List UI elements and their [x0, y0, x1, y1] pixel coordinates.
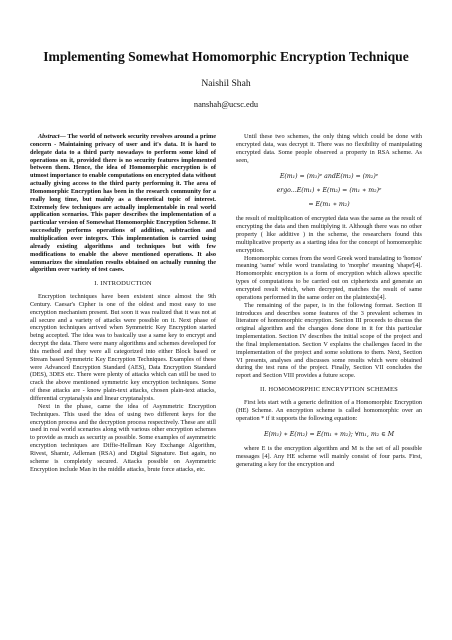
author-name: Naishil Shah: [201, 78, 251, 89]
abstract-text: The world of network security revolves around a prime concern - Maintaining privacy of user and it's data. It is hard to delegate data to a third party nowadays to perform some kind of operations on it, provided there is no security features implemented between them. Hence, the idea of Homomorphic encryption is of utmost importance to enable computations on encrypted data without actually giving access to the third party performing it. The area of Homomorphic Encryption has been in the research community for a really long time, but mainly as a theoretical topic of interest. Extremely few techniques are actually implementable in real world application scenarios. This paper describes the implementation of a particular version of Somewhat Homomorphic Encryption Scheme. It successfully performs operations of addition, subtraction and multiplication over integers. This implementation is carried using already existing algorithms and techniques but with few modifications to enable the above mentioned operations. It also summarizes the simulation results obtained on actually running the algorithm over variety of test cases.: [30, 133, 216, 274]
abstract: [30, 133, 216, 274]
equation-rsa-2: ergo...E(m₁) ∗ E(m₂) = (m₁ ∗ m₂)ᵉ: [276, 187, 382, 195]
body-paragraph-greek: Homomorphic comes from the word Greek word translating to 'homos' meaning 'same' while word translating to 'morphe' meaning 'shape'[4]. Homomorphic encryption is a form of encryption which allows specific types of computations to be carried out on ciphertexts and generate an encrypted result which, when decrypted, matches the result of same operations performed in the same order on the plaintexts[4].: [236, 254, 422, 301]
paper-title: Implementing Somewhat Homomorphic Encryption Technique: [43, 49, 409, 64]
author-email: nanshah@ucsc.edu: [193, 100, 259, 109]
intro-paragraph-2: Next in the phase, came the idea of Asymmetric Encryption Techniques. This used the idea of using two different keys for the encryption process and the decryption process respectively. These are still used in real world scenarios along with various other encryption schemes to provide as much as security as possible. Some examples of asymmetric encryption techniques are Diffie-Hellman Key Exchange Algorithm, Rivest, Shamir, Adleman (RSA) and Digital Signature. But again, no scheme is completely secured. Attacks possible on Asymmetric Encryption include Man in the middle attacks, brute force attacks, etc.: [30, 402, 216, 473]
section-heading-introduction: I. INTRODUCTION: [94, 280, 152, 288]
section-heading-he-schemes: II. HOMOMORPHIC ENCRYPTION SCHEMES: [260, 386, 398, 394]
left-column: [30, 133, 216, 473]
equation-block-rsa: [236, 172, 422, 209]
intro-paragraph-1: Encryption techniques have been existent since almost the 9th Century. Caesar's Cipher is one of the oldest and most easy to use encryption mechanism present. But soon it was realized that it was not at all secure and a variety of attacks were possible on it. Next phase of encryption techniques arrived when Symmetric Key Encryption started being accepted. The idea was to basically use a same key to encrypt and decrypt the data. There were many algorithms and schemes developed for this method and they were all categorized into either Block based or Stream based Symmetric Key Encryption Techniques. Examples of these were Advanced Encryption Standard (AES), Data Encryption Standard (DES), 3DES etc. There were plenty of attacks which can still be used to crack the above mentioned symmetric key encryption techniques. Some of these attacks are - know plain-text attacks, chosen plain-text attacks, differential cryptanalysis and linear cryptanalysis.: [30, 293, 216, 402]
body-paragraph-result: the result of multiplication of encrypted data was the same as the result of encrypting the data and then multiplying it. Although there was no other property ( like additive ) in the scheme, the researchers found this multiplicative property as a starting idea for the concept of homomorphic encryption.: [236, 215, 422, 254]
body-paragraph-outline: The remaining of the paper, is in the following format. Section II introduces and describes some features of the 3 prevalent schemes in literature of homomorphic encryption. Section III proceeds to discuss the original algorithm and the changes done done in it for this particular implementation. Section IV describes the initial scope of the project and the final implementation. Section V explains the challenges faced in the implementation of the project and some solutions to them. Next, Section VI presents, analyses and discusses some results which were obtained during the test runs of the project. Finally, Section VII concludes the report and Section VIII provides a future scope.: [236, 301, 422, 380]
equation-he-definition: E(m₁) ∗ E(m₂) = E(m₁ ∗ m₂); ∀m₁, m₂ ∈ M: [263, 431, 395, 439]
right-column: [236, 133, 422, 469]
body-paragraph-where: where E is the encryption algorithm and M is the set of all possible messages [4]. Any HE scheme will mainly consist of four parts. First, generating a key for the encryption and: [236, 445, 422, 469]
abstract-label: Abstract—: [38, 133, 66, 140]
equation-rsa-3: = E(m₁ ∗ m₂): [308, 201, 350, 209]
body-paragraph-definition: First lets start with a generic definition of a Homomorphic Encryption (HE) Scheme. An encryption scheme is called homomorphic over an operation * if it supports the following equation:: [236, 398, 422, 422]
body-paragraph-rsa: Until these two schemes, the only thing which could be done with encrypted data, was decrypt it. There was no flexibility of manipulating encrypted data. Some people observed a property in RSA scheme. As seen,: [236, 133, 422, 164]
equation-rsa-1: E(m₁) = (m₁)ᵉ andE(m₂) = (m₂)ᵉ: [279, 173, 379, 181]
